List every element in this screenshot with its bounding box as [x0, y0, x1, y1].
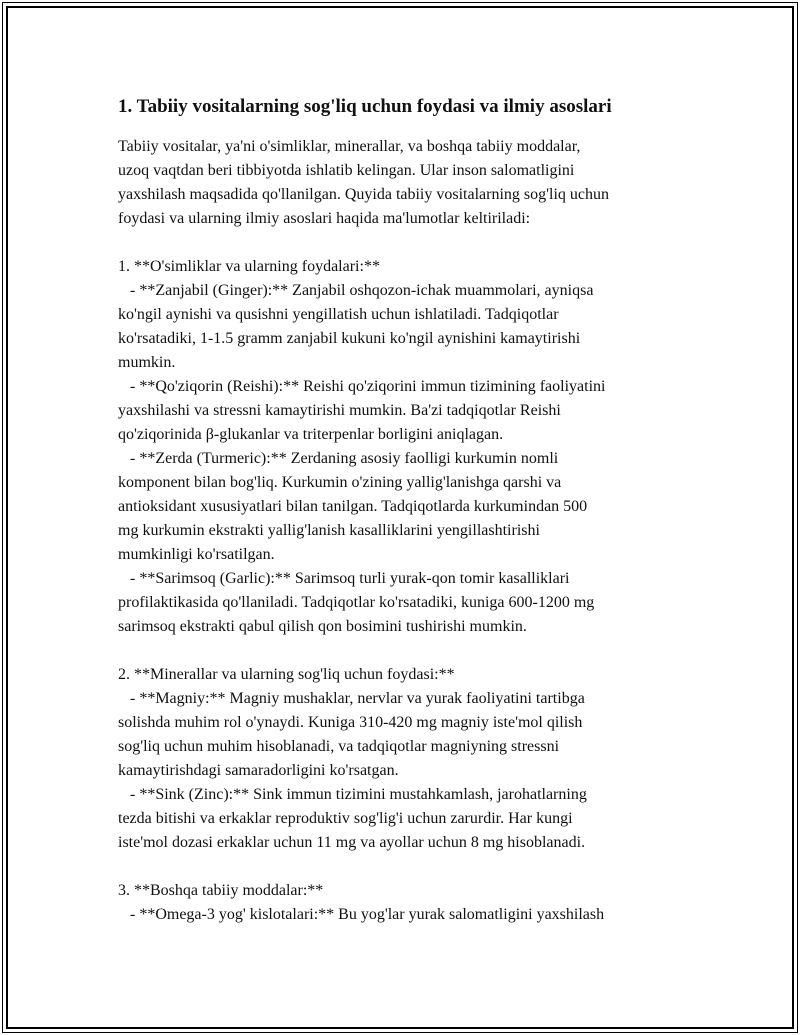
document-page	[112, 94, 682, 927]
document-title: 1. Tabiiy vositalarning sog'liq uchun foydasi va ilmiy asoslari	[118, 96, 612, 117]
document-body-text: Tabiiy vositalar, ya'ni o'simliklar, minerallar, va boshqa tabiiy moddalar, uzoq vaqtdan beri tibbiyotda ishlatib kelingan. Ular inson salomatligini yaxshilash maqsadida qo'llanilgan. Quyida tabiiy vositalarning sog'liq uchun foydasi va ularning ilmiy asoslari haqida ma'lumotlar keltiriladi: 1. **O'simliklar va ularning foydalari:** - **Zanjabil (Ginger):** Zanjabil oshqozon-ichak muammolari, ayniqsa ko'ngil aynishi va qusishni yengillatish uchun ishlatiladi. Tadqiqotlar ko'rsatadiki, 1-1.5 gramm zanjabil kukuni ko'ngil aynishini kamaytirishi mumkin. - **Qo'ziqorin (Reishi):** Reishi qo'ziqorini immun tizimining faoliyatini yaxshilashi va stressni kamaytirishi mumkin. Ba'zi tadqiqotlar Reishi qo'ziqorinida β-glukanlar va triterpenlar borligini aniqlagan. - **Zerda (Turmeric):** Zerdaning asosiy faolligi kurkumin nomli komponent bilan bog'liq. Kurkumin o'zining yallig'lanishga qarshi va antioksidant xususiyatlari bilan tanilgan. Tadqiqotlarda kurkumindan 500 mg kurkumin ekstrakti yallig'lanish kasalliklarini yengillashtirishi mumkinligi ko'rsatilgan. - **Sarimsoq (Garlic):** Sarimsoq turli yurak-qon tomir kasalliklari profilaktikasida qo'llaniladi. Tadqiqotlar ko'rsatadiki, kuniga 600-1200 mg sarimsoq ekstrakti qabul qilish qon bosimini tushirishi mumkin. 2. **Minerallar va ularning sog'liq uchun foydasi:** - **Magniy:** Magniy mushaklar, nervlar va yurak faoliyatini tartibga solishda muhim rol o'ynaydi. Kuniga 310-420 mg magniy iste'mol qilish sog'liq uchun muhim hisoblanadi, va tadqiqotlar magniyning stressni kamaytirishdagi samaradorligini ko'rsatgan. - **Sink (Zinc):** Sink immun tizimini mustahkamlash, jarohatlarning tezda bitishi va erkaklar reproduktiv sog'lig'i uchun zarurdir. Har kungi iste'mol dozasi erkaklar uchun 11 mg va ayollar uchun 8 mg hisoblanadi. 3. **Boshqa tabiiy moddalar:** - **Omega-3 yog' kislotalari:** Bu yog'lar yurak salomatligini yaxshilash	[118, 138, 610, 923]
